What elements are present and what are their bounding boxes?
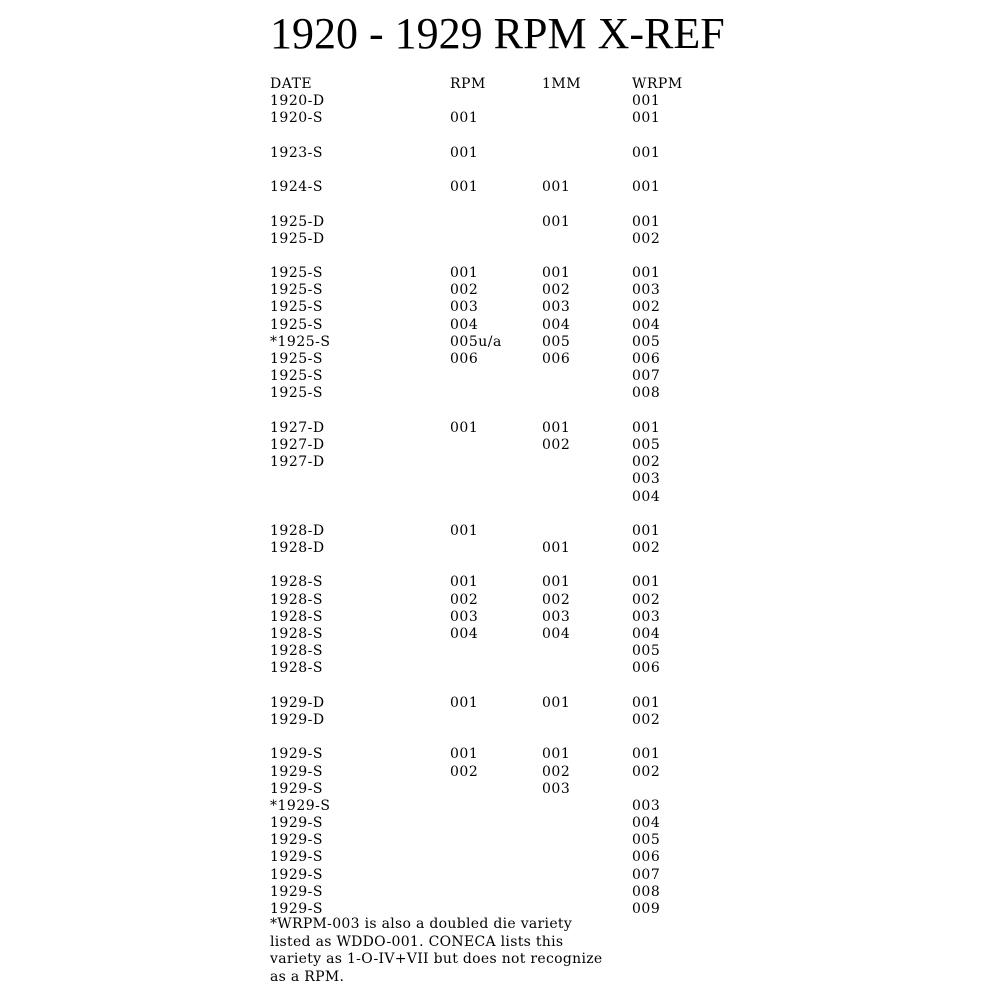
cell-wrpm: 002 bbox=[632, 540, 661, 557]
cell-wrpm: 004 bbox=[632, 316, 661, 333]
table-row bbox=[270, 695, 740, 712]
table-row bbox=[270, 489, 740, 506]
cell-date: 1928-S bbox=[270, 660, 323, 677]
cell-1mm: 003 bbox=[542, 299, 571, 316]
cell-1mm: 001 bbox=[542, 540, 571, 557]
cell-wrpm: 005 bbox=[632, 643, 661, 660]
table-row bbox=[270, 626, 740, 643]
row-spacer bbox=[270, 403, 740, 420]
column-header-wrpm: WRPM bbox=[632, 76, 683, 92]
row-spacer bbox=[270, 729, 740, 746]
table-row bbox=[270, 884, 740, 901]
table-row bbox=[270, 368, 740, 385]
footnote-line: variety as 1-O-IV+VII but does not recognize bbox=[270, 951, 603, 967]
cell-1mm: 001 bbox=[542, 213, 571, 230]
cell-wrpm: 002 bbox=[632, 591, 661, 608]
cell-1mm: 001 bbox=[542, 265, 571, 282]
table-row bbox=[270, 437, 740, 454]
cell-date: 1920-S bbox=[270, 110, 323, 127]
page-title: 1920 - 1929 RPM X-REF bbox=[270, 9, 725, 58]
cell-wrpm: 004 bbox=[632, 488, 661, 505]
table-row bbox=[270, 145, 740, 162]
cell-wrpm: 002 bbox=[632, 230, 661, 247]
cell-date: 1929-D bbox=[270, 711, 325, 728]
table-row bbox=[270, 523, 740, 540]
cell-date: 1928-D bbox=[270, 540, 325, 557]
cell-rpm: 001 bbox=[450, 419, 479, 436]
footnote bbox=[270, 916, 740, 986]
table-row bbox=[270, 746, 740, 763]
cell-date: 1925-S bbox=[270, 265, 323, 282]
table-row bbox=[270, 265, 740, 282]
cell-date: 1927-D bbox=[270, 419, 325, 436]
table-row bbox=[270, 643, 740, 660]
cell-rpm: 001 bbox=[450, 144, 479, 161]
cell-wrpm: 005 bbox=[632, 436, 661, 453]
cell-rpm: 001 bbox=[450, 265, 479, 282]
table-row bbox=[270, 867, 740, 884]
cell-1mm: 003 bbox=[542, 780, 571, 797]
cell-wrpm: 003 bbox=[632, 797, 661, 814]
table-row bbox=[270, 660, 740, 677]
cell-rpm: 001 bbox=[450, 110, 479, 127]
column-header-rpm: RPM bbox=[450, 76, 486, 92]
table-row bbox=[270, 420, 740, 437]
cell-date: 1929-S bbox=[270, 832, 323, 849]
table-row bbox=[270, 764, 740, 781]
cell-wrpm: 001 bbox=[632, 522, 661, 539]
cell-date: 1929-S bbox=[270, 866, 323, 883]
table-row bbox=[270, 334, 740, 351]
cell-date: 1928-S bbox=[270, 608, 323, 625]
cell-date: 1925-D bbox=[270, 213, 325, 230]
cell-wrpm: 007 bbox=[632, 866, 661, 883]
cell-wrpm: 002 bbox=[632, 763, 661, 780]
cell-date: *1925-S bbox=[270, 333, 331, 350]
cell-wrpm: 001 bbox=[632, 179, 661, 196]
table-row bbox=[270, 815, 740, 832]
cell-1mm: 001 bbox=[542, 694, 571, 711]
cell-rpm: 004 bbox=[450, 316, 479, 333]
table-header-row bbox=[270, 76, 740, 93]
cell-date: 1927-D bbox=[270, 436, 325, 453]
cell-1mm: 005 bbox=[542, 333, 571, 350]
column-header-date: DATE bbox=[270, 76, 313, 92]
row-spacer bbox=[270, 678, 740, 695]
footnote-line: *WRPM-003 is also a doubled die variety bbox=[270, 916, 573, 932]
cell-date: *1929-S bbox=[270, 797, 331, 814]
cell-wrpm: 009 bbox=[632, 901, 661, 917]
cell-1mm: 004 bbox=[542, 626, 571, 642]
table-body bbox=[270, 93, 740, 918]
row-spacer bbox=[270, 248, 740, 265]
cell-wrpm: 001 bbox=[632, 574, 661, 591]
table-row bbox=[270, 214, 740, 231]
table-row bbox=[270, 781, 740, 798]
cell-rpm: 001 bbox=[450, 179, 479, 196]
cell-rpm: 002 bbox=[450, 763, 479, 780]
cell-rpm: 001 bbox=[450, 574, 479, 591]
cell-1mm: 001 bbox=[542, 419, 571, 436]
cell-date: 1925-S bbox=[270, 351, 323, 367]
cell-wrpm: 006 bbox=[632, 351, 661, 367]
cell-wrpm: 001 bbox=[632, 110, 661, 127]
cell-date: 1925-S bbox=[270, 368, 323, 385]
cell-1mm: 001 bbox=[542, 746, 571, 763]
table-row bbox=[270, 454, 740, 471]
cell-date: 1928-S bbox=[270, 626, 323, 642]
cell-rpm: 002 bbox=[450, 282, 479, 299]
table-row bbox=[270, 609, 740, 626]
row-spacer bbox=[270, 196, 740, 213]
footnote-line: as a RPM. bbox=[270, 968, 345, 985]
table-row bbox=[270, 231, 740, 248]
cell-rpm: 001 bbox=[450, 694, 479, 711]
cell-wrpm: 003 bbox=[632, 608, 661, 625]
cell-date: 1925-S bbox=[270, 316, 323, 333]
cell-date: 1925-D bbox=[270, 230, 325, 247]
cell-wrpm: 001 bbox=[632, 265, 661, 282]
cell-1mm: 001 bbox=[542, 574, 571, 591]
table-row bbox=[270, 179, 740, 196]
cell-wrpm: 003 bbox=[632, 282, 661, 299]
cell-date: 1928-S bbox=[270, 643, 323, 660]
cell-rpm: 005u/a bbox=[450, 333, 502, 350]
cell-wrpm: 003 bbox=[632, 471, 661, 488]
cell-wrpm: 001 bbox=[632, 746, 661, 763]
cell-rpm: 001 bbox=[450, 746, 479, 763]
cell-1mm: 004 bbox=[542, 316, 571, 333]
table-row bbox=[270, 282, 740, 299]
cell-wrpm: 001 bbox=[632, 93, 661, 110]
cell-wrpm: 006 bbox=[632, 660, 661, 677]
cell-wrpm: 007 bbox=[632, 368, 661, 385]
table-row bbox=[270, 832, 740, 849]
cell-wrpm: 001 bbox=[632, 213, 661, 230]
table-row bbox=[270, 317, 740, 334]
cell-date: 1923-S bbox=[270, 144, 323, 161]
cell-wrpm: 001 bbox=[632, 419, 661, 436]
cell-date: 1929-S bbox=[270, 849, 323, 866]
cell-date: 1929-S bbox=[270, 815, 323, 832]
cell-wrpm: 002 bbox=[632, 454, 661, 471]
row-spacer bbox=[270, 128, 740, 145]
cell-date: 1928-S bbox=[270, 591, 323, 608]
cell-rpm: 003 bbox=[450, 608, 479, 625]
cell-1mm: 002 bbox=[542, 591, 571, 608]
table-row bbox=[270, 299, 740, 316]
footnote-line: listed as WDDO-001. CONECA lists this bbox=[270, 933, 564, 950]
table-row bbox=[270, 471, 740, 488]
table-row bbox=[270, 540, 740, 557]
cell-wrpm: 005 bbox=[632, 333, 661, 350]
cell-wrpm: 008 bbox=[632, 883, 661, 900]
cell-1mm: 002 bbox=[542, 282, 571, 299]
cell-1mm: 002 bbox=[542, 763, 571, 780]
table-row bbox=[270, 798, 740, 815]
cell-rpm: 003 bbox=[450, 299, 479, 316]
table-row bbox=[270, 93, 740, 110]
cell-date: 1929-S bbox=[270, 746, 323, 763]
cell-rpm: 004 bbox=[450, 626, 479, 642]
table-row bbox=[270, 385, 740, 402]
cross-reference-table bbox=[270, 76, 740, 918]
cell-date: 1925-S bbox=[270, 385, 323, 402]
cell-wrpm: 001 bbox=[632, 694, 661, 711]
cell-wrpm: 004 bbox=[632, 626, 661, 642]
cell-rpm: 001 bbox=[450, 522, 479, 539]
cell-rpm: 006 bbox=[450, 351, 479, 367]
cell-wrpm: 001 bbox=[632, 144, 661, 161]
cell-date: 1920-D bbox=[270, 93, 325, 110]
cell-date: 1929-S bbox=[270, 883, 323, 900]
cell-date: 1929-S bbox=[270, 780, 323, 797]
cell-date: 1927-D bbox=[270, 454, 325, 471]
table-row bbox=[270, 712, 740, 729]
cell-1mm: 001 bbox=[542, 179, 571, 196]
row-spacer bbox=[270, 557, 740, 574]
table-row bbox=[270, 574, 740, 591]
row-spacer bbox=[270, 506, 740, 523]
cell-date: 1929-S bbox=[270, 763, 323, 780]
cell-wrpm: 002 bbox=[632, 711, 661, 728]
cell-wrpm: 004 bbox=[632, 815, 661, 832]
cell-1mm: 003 bbox=[542, 608, 571, 625]
table-row bbox=[270, 849, 740, 866]
cell-date: 1928-D bbox=[270, 522, 325, 539]
cell-date: 1929-S bbox=[270, 901, 323, 917]
cell-rpm: 002 bbox=[450, 591, 479, 608]
cell-wrpm: 005 bbox=[632, 832, 661, 849]
cell-wrpm: 006 bbox=[632, 849, 661, 866]
table-row bbox=[270, 351, 740, 368]
cell-date: 1929-D bbox=[270, 694, 325, 711]
cell-date: 1925-S bbox=[270, 282, 323, 299]
table-row bbox=[270, 592, 740, 609]
column-header-1mm: 1MM bbox=[542, 76, 582, 92]
cell-wrpm: 008 bbox=[632, 385, 661, 402]
cell-date: 1924-S bbox=[270, 179, 323, 196]
cell-1mm: 002 bbox=[542, 436, 571, 453]
cell-date: 1928-S bbox=[270, 574, 323, 591]
cell-date: 1925-S bbox=[270, 299, 323, 316]
table-row bbox=[270, 110, 740, 127]
cell-1mm: 006 bbox=[542, 351, 571, 367]
cell-wrpm: 002 bbox=[632, 299, 661, 316]
row-spacer bbox=[270, 162, 740, 179]
